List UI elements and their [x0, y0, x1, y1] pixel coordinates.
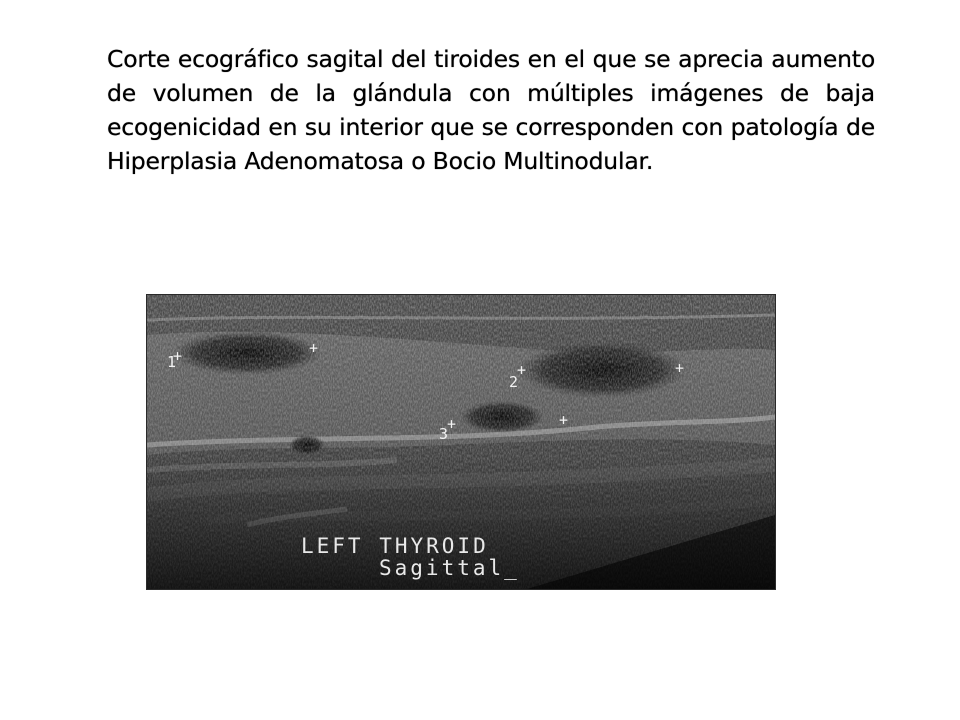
- ultrasound-label-plane: Sagittal_: [379, 556, 520, 580]
- caliper-3-end-mark: +: [559, 411, 569, 429]
- caliper-1-end-mark: +: [309, 339, 319, 357]
- slide-caption: Corte ecográfico sagital del tiroides en el que se aprecia aumento de volumen de la glándula con múltiples imágenes de baja ecogenicidad en su interior que se corresponden con patología de Hiperplasia Adenomatosa o Bocio Multinodular.: [107, 45, 875, 175]
- caliper-3-number: 3: [439, 425, 449, 443]
- caliper-2-number: 2: [509, 373, 519, 391]
- caliper-3-start-mark: +: [447, 415, 457, 433]
- caliper-2-start-mark: +: [517, 361, 527, 379]
- ultrasound-label-region: LEFT THYROID: [301, 534, 489, 558]
- caliper-1-number: 1: [167, 353, 177, 371]
- caliper-2-end-mark: +: [675, 359, 685, 377]
- caliper-1-start-mark: +: [173, 347, 183, 365]
- ultrasound-image: [146, 294, 776, 590]
